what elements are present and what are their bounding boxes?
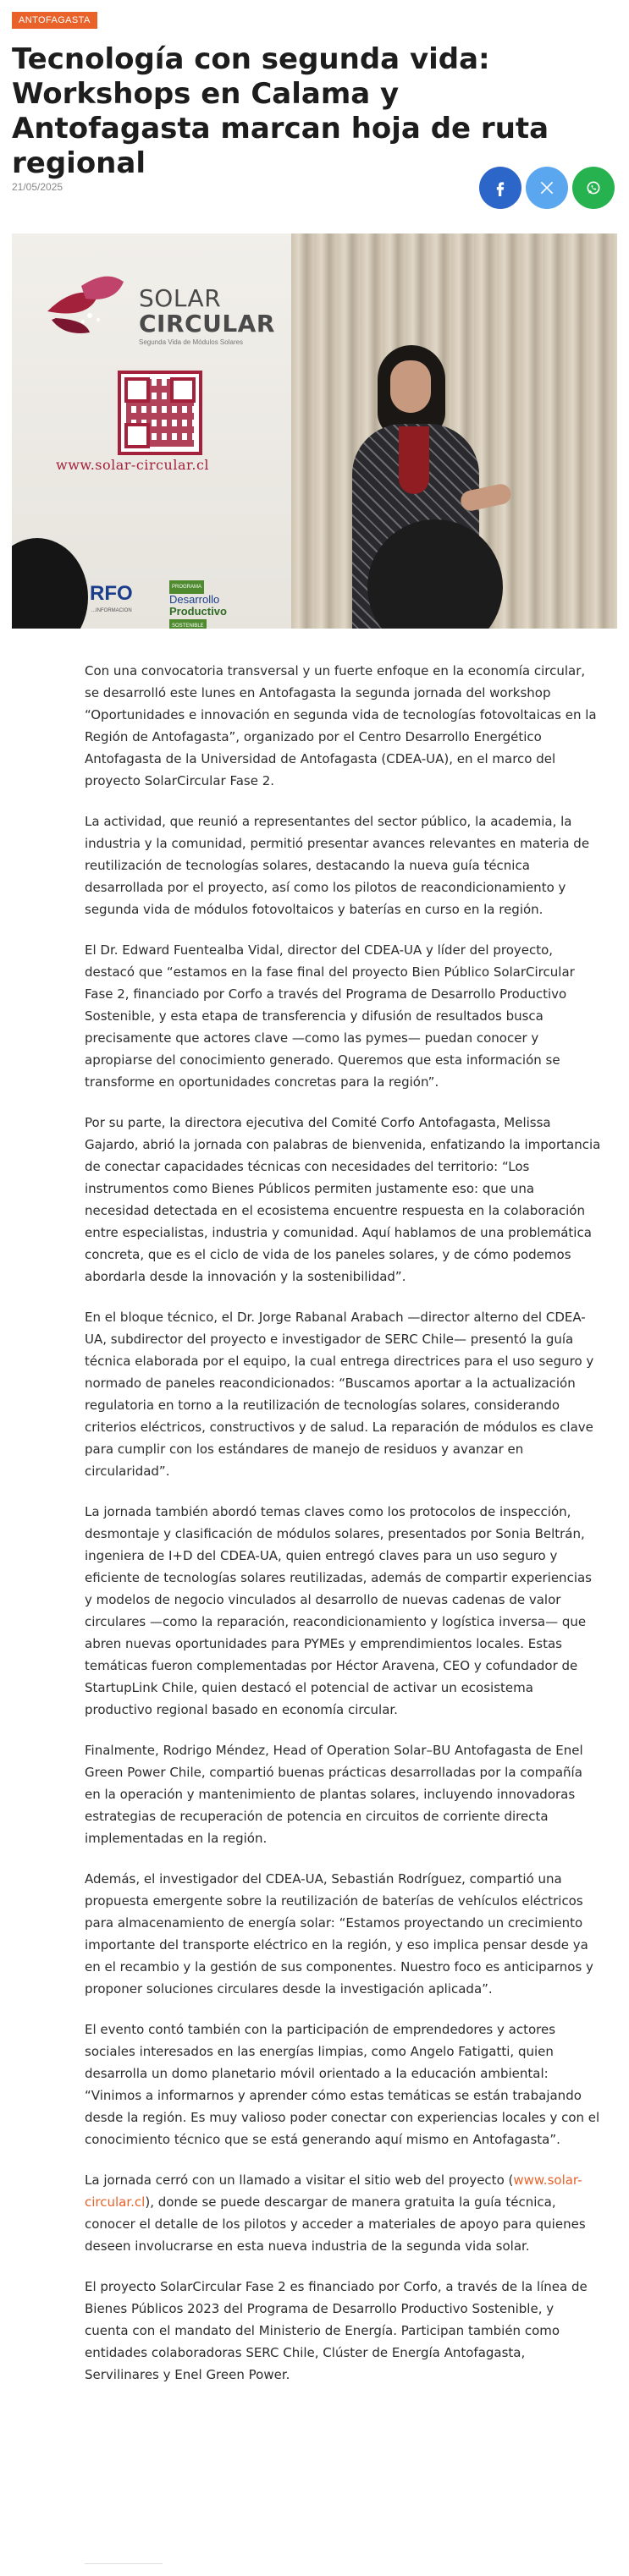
article-paragraph: En el bloque técnico, el Dr. Jorge Rabanal Arabach —director alterno del CDEA-UA, subdirector del proyecto e investigador de SERC Chile— presentó la guía técnica elaborada por el equipo, la cual entrega directrices para el uso seguro y normado de paneles reacondicionados: “Buscamos aportar a la actualización regulatoria en torno a la reutilización de tecnologías solares, considerando criterios eléctricos, constructivos y de salud. La reparación de módulos es clave para cumplir con los estándares de manejo de residuos y avanzar en circularidad”. [85,1310,594,1479]
brand-bottom: CIRCULAR [139,310,275,338]
solar-circular-logo-icon [39,269,132,345]
article-body [85,660,601,2404]
article-paragraph: El proyecto SolarCircular Fase 2 es financiado por Corfo, a través de la línea de Bienes Públicos 2023 del Programa de Desarrollo Productivo Sostenible, y cuenta con el mandato del Ministerio de Energía. Participan también como entidades colaboradoras SERC Chile, Clúster de Energía Antofagasta, Servilinares y Enel Green Power. [85,2279,588,2382]
article-paragraph: El Dr. Edward Fuentealba Vidal, director del CDEA-UA y líder del proyecto, destacó que “estamos en la fase final del proyecto Bien Público SolarCircular Fase 2, financiado por Corfo a través del Programa de Desarrollo Productivo Sostenible, y esta etapa de transferencia y difusión de resultados busca precisamente que actores clave —como las pymes— puedan conocer y apropiarse del conocimiento generado. Queremos que esta información se transforme en oportunidades concretas para la región”. [85,942,575,1090]
article-paragraph: El evento contó también con la participación de emprendedores y actores sociales interesados en las energías limpias, como Angelo Fatigatti, quien desarrolla un domo planetario móvil orientado a la educación ambiental: “Vinimos a informarnos y aprender cómo estas temáticas se están trabajando desde la región. Es muy valioso poder conectar con experiencias locales y con el conocimiento técnico que se está generando aquí mismo en Antofagasta”. [85,2022,600,2147]
project-website-link[interactable]: www.solar-circular.cl [85,2172,582,2210]
corfo-logo: RFO [90,582,133,605]
qr-code [118,371,202,455]
x-share-button[interactable] [526,167,568,209]
paragraph-text: La jornada cerró con un llamado a visitar el sitio web del proyecto ( [85,2172,514,2188]
article-paragraph: Con una convocatoria transversal y un fuerte enfoque en la economía circular, se desarrolló este lunes en Antofagasta la segunda jornada del workshop “Oportunidades e innovación en segunda vida de tecnologías fotovoltaicas en la Región de Antofagasta”, organizado por el Centro Desarrollo Energético Antofagasta de la Universidad de Antofagasta (CDEA-UA), en el marco del proyecto SolarCircular Fase 2. [85,663,597,788]
whatsapp-share-button[interactable] [572,167,615,209]
dps-logo [169,579,227,629]
banner-url: www.solar-circular.cl [56,457,210,473]
dps-line3: SOSTENIBLE [169,619,207,629]
facebook-icon [492,179,509,196]
dps-tag: PROGRAMA [169,580,204,594]
brand-subtitle: Segunda Vida de Módulos Solares [139,338,244,346]
facebook-share-button[interactable] [479,167,521,209]
corfo-subtext: ...INFORMACION [91,608,132,613]
brand-top: SOLAR [139,284,222,312]
speaker-face [390,360,431,413]
article-paragraph: La actividad, que reunió a representantes del sector público, la academia, la industria y la comunidad, permitió presentar avances relevantes en materia de reutilización de tecnologías solares, destacando la nueva guía técnica desarrollada por el proyecto, así como los pilotos de reacondicionamiento y segunda vida de módulos fotovoltaicos y baterías en curso en la región. [85,814,590,917]
article-paragraph: Además, el investigador del CDEA-UA, Sebastián Rodríguez, compartió una propuesta emergente sobre la reutilización de baterías de vehículos eléctricos para almacenamiento de energía solar: “Estamos proyectando un crecimiento importante del transporte eléctrico en la región, y eso implica pensar desde ya en el recambio y la gestión de sus componentes. Nuestro foco es anticiparnos y proponer soluciones circulares desde la investigación aplicada”. [85,1871,593,1997]
article-paragraph [85,2169,601,2257]
dps-line2: Productivo [169,605,227,618]
article-paragraph: La jornada también abordó temas claves como los protocolos de inspección, desmontaje y clasificación de módulos solares, presentados por Sonia Beltrán, ingeniera de I+D del CDEA-UA, quien entregó claves para un uso seguro y eficiente de tecnologías solares reutilizadas, además de compartir experiencias y modelos de negocio vinculados al desarrollo de nuevas cadenas de valor circulares —como la reparación, reacondicionamiento y logística inversa— que abren nuevas oportunidades para PYMEs y emprendimientos locales. Estas temáticas fueron complementadas por Héctor Aravena, CEO y cofundador de StartupLink Chile, quien destacó el potencial de activar un ecosistema productivo regional basado en economía circular. [85,1504,592,1717]
publish-date: 21/05/2025 [12,181,63,193]
x-icon [538,179,555,196]
hero-image [12,233,617,629]
page-title: Tecnología con segunda vida: Workshops en Calama y Antofagasta marcan hoja de ruta regional [12,42,549,180]
article-paragraph: Finalmente, Rodrigo Méndez, Head of Operation Solar–BU Antofagasta de Enel Green Power Chile, compartió buenas prácticas desarrolladas por la compañía en la operación y mantenimiento de plantas solares, incluyendo innovadoras estrategias de recuperación de potencia en circuitos de corriente directa implementadas en la región. [85,1743,583,1846]
banner-brand [139,286,275,337]
speaker-shirt [399,426,429,494]
whatsapp-icon [585,179,602,196]
dps-line1: Desarrollo [169,593,220,606]
divider [85,2563,163,2564]
article-paragraph: Por su parte, la directora ejecutiva del Comité Corfo Antofagasta, Melissa Gajardo, abrió la jornada con palabras de bienvenida, enfatizando la importancia de conectar capacidades técnicas con necesidades del territorio: “Los instrumentos como Bienes Públicos permiten justamente eso: que una necesidad detectada en el ecosistema encuentre respuesta en la colaboración entre especialistas, industria y comunidad. Aquí hablamos de una problemática concreta, que es el ciclo de vida de los paneles solares, y de cómo podemos abordarla desde la innovación y la sostenibilidad”. [85,1115,601,1284]
paragraph-text: ), donde se puede descargar de manera gratuita la guía técnica, conocer el detalle de los pilotos y acceder a materiales de apoyo para quienes deseen involucrarse en esta nueva industria de la segunda vida solar. [85,2194,586,2254]
category-badge[interactable]: ANTOFAGASTA [12,12,97,29]
